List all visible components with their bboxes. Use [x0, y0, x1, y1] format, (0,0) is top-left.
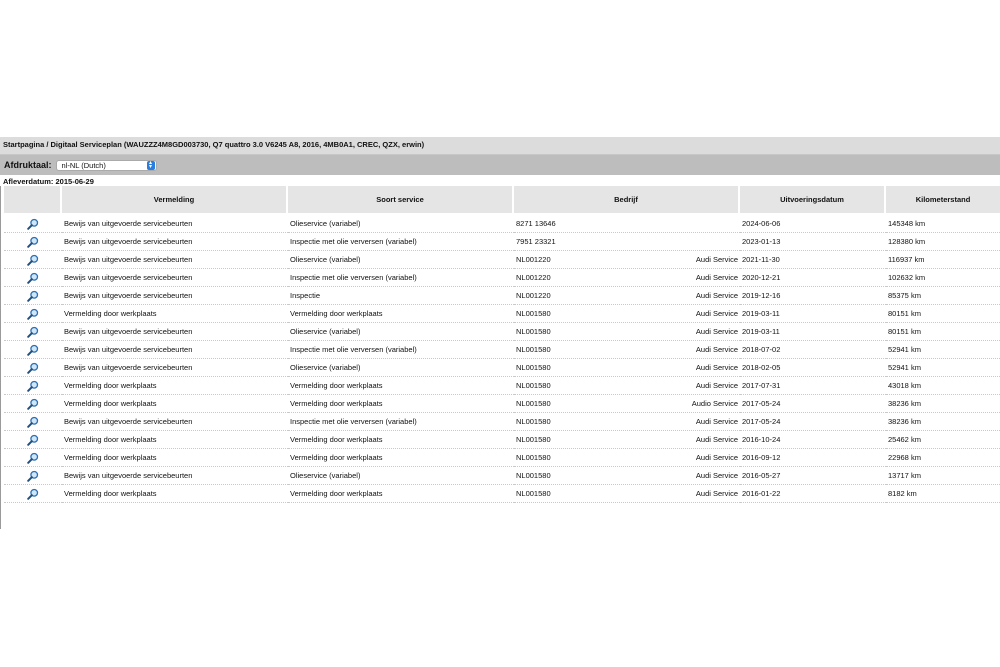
cell-uitvoeringsdatum [740, 431, 886, 449]
service-label: Audi Service [695, 327, 738, 336]
service-label: Audi Service [695, 381, 738, 390]
cell-text-vermelding: Vermelding door werkplaats [64, 489, 157, 498]
view-cell [4, 341, 62, 359]
cell-vermelding [62, 305, 288, 323]
magnifier-icon[interactable] [27, 344, 39, 356]
table-row [4, 287, 1000, 305]
cell-text-vermelding: Bewijs van uitgevoerde servicebeurten [64, 345, 193, 354]
magnifier-icon[interactable] [27, 236, 39, 248]
cell-uitvoeringsdatum [740, 485, 886, 503]
table-row [4, 215, 1000, 233]
cell-vermelding [62, 215, 288, 233]
cell-soort-service [288, 377, 514, 395]
cell-soort-service [288, 449, 514, 467]
cell-text-vermelding: Vermelding door werkplaats [64, 435, 157, 444]
cell-text-bedrijf: NL001580 [516, 471, 551, 480]
cell-soort-service [288, 323, 514, 341]
cell-text-vermelding: Bewijs van uitgevoerde servicebeurten [64, 471, 193, 480]
cell-uitvoeringsdatum [740, 233, 886, 251]
table-row [4, 233, 1000, 251]
cell-kilometerstand [886, 287, 1000, 305]
cell-text-vermelding: Bewijs van uitgevoerde servicebeurten [64, 417, 193, 426]
table-row [4, 323, 1000, 341]
cell-text-datum: 2023-01-13 [742, 237, 781, 246]
view-cell [4, 251, 62, 269]
cell-text-bedrijf: 8271 13646 [516, 219, 556, 228]
magnifier-icon[interactable] [27, 470, 39, 482]
view-cell [4, 377, 62, 395]
cell-bedrijf [514, 485, 740, 503]
cell-text-vermelding: Bewijs van uitgevoerde servicebeurten [64, 237, 193, 246]
cell-text-datum: 2020-12-21 [742, 273, 781, 282]
cell-text-datum: 2019-03-11 [742, 327, 780, 336]
language-select-value: nl-NL (Dutch) [61, 160, 106, 170]
cell-text-km: 8182 km [888, 489, 917, 498]
cell-vermelding [62, 413, 288, 431]
cell-vermelding [62, 359, 288, 377]
cell-text-soort: Vermelding door werkplaats [290, 489, 383, 498]
cell-text-bedrijf: NL001580 [516, 453, 551, 462]
cell-text-bedrijf: NL001580 [516, 327, 551, 336]
table-row [4, 485, 1000, 503]
cell-bedrijf [514, 215, 740, 233]
cell-text-datum: 2018-07-02 [742, 345, 781, 354]
column-header-soort-service[interactable]: Soort service [288, 186, 514, 215]
cell-text-soort: Vermelding door werkplaats [290, 381, 383, 390]
cell-soort-service [288, 269, 514, 287]
magnifier-icon[interactable] [27, 308, 39, 320]
magnifier-icon[interactable] [27, 218, 39, 230]
cell-bedrijf [514, 305, 740, 323]
cell-text-datum: 2016-09-12 [742, 453, 781, 462]
cell-text-km: 102632 km [888, 273, 926, 282]
view-cell [4, 233, 62, 251]
cell-vermelding [62, 467, 288, 485]
table-row [4, 251, 1000, 269]
cell-text-soort: Vermelding door werkplaats [290, 309, 383, 318]
cell-vermelding [62, 287, 288, 305]
service-label: Audi Service [695, 309, 738, 318]
magnifier-icon[interactable] [27, 290, 39, 302]
view-cell [4, 305, 62, 323]
cell-vermelding [62, 431, 288, 449]
service-label: Audi Service [695, 489, 738, 498]
table-header-row [4, 186, 1000, 215]
cell-soort-service [288, 359, 514, 377]
cell-uitvoeringsdatum [740, 467, 886, 485]
print-language-label: Afdruktaal: [4, 160, 52, 170]
cell-text-soort: Olieservice (variabel) [290, 255, 361, 264]
cell-text-soort: Vermelding door werkplaats [290, 399, 383, 408]
magnifier-icon[interactable] [27, 326, 39, 338]
cell-soort-service [288, 467, 514, 485]
cell-text-km: 145348 km [888, 219, 926, 228]
column-header-vermelding[interactable]: Vermelding [62, 186, 288, 215]
cell-text-soort: Inspectie [290, 291, 321, 300]
cell-text-km: 128380 km [888, 237, 926, 246]
print-language-toolbar [0, 155, 1000, 175]
cell-text-vermelding: Bewijs van uitgevoerde servicebeurten [64, 219, 193, 228]
table-row [4, 467, 1000, 485]
cell-soort-service [288, 431, 514, 449]
cell-text-soort: Inspectie met olie verversen (variabel) [290, 273, 417, 282]
cell-kilometerstand [886, 269, 1000, 287]
magnifier-icon[interactable] [27, 398, 39, 410]
cell-kilometerstand [886, 305, 1000, 323]
view-cell [4, 413, 62, 431]
cell-text-datum: 2016-05-27 [742, 471, 781, 480]
cell-text-datum: 2017-07-31 [742, 381, 781, 390]
magnifier-icon[interactable] [27, 416, 39, 428]
cell-text-soort: Inspectie met olie verversen (variabel) [290, 237, 417, 246]
cell-text-soort: Inspectie met olie verversen (variabel) [290, 345, 417, 354]
cell-soort-service [288, 305, 514, 323]
cell-text-bedrijf: NL001580 [516, 417, 551, 426]
service-label: Audio Service [691, 399, 738, 408]
cell-text-vermelding: Bewijs van uitgevoerde servicebeurten [64, 273, 193, 282]
cell-vermelding [62, 323, 288, 341]
cell-uitvoeringsdatum [740, 413, 886, 431]
magnifier-icon[interactable] [27, 488, 39, 500]
view-cell [4, 395, 62, 413]
cell-bedrijf [514, 233, 740, 251]
cell-text-soort: Inspectie met olie verversen (variabel) [290, 417, 417, 426]
column-header-kilometerstand[interactable]: Kilometerstand [886, 186, 1000, 215]
cell-vermelding [62, 251, 288, 269]
column-header-bedrijf[interactable]: Bedrijf [514, 186, 740, 215]
cell-vermelding [62, 269, 288, 287]
cell-text-bedrijf: NL001580 [516, 381, 551, 390]
cell-kilometerstand [886, 485, 1000, 503]
cell-text-bedrijf: 7951 23321 [516, 237, 556, 246]
cell-uitvoeringsdatum [740, 341, 886, 359]
cell-bedrijf [514, 449, 740, 467]
service-label: Audi Service [695, 453, 738, 462]
view-cell [4, 431, 62, 449]
cell-text-bedrijf: NL001220 [516, 291, 551, 300]
cell-text-km: 52941 km [888, 363, 921, 372]
magnifier-icon[interactable] [27, 452, 39, 464]
cell-kilometerstand [886, 395, 1000, 413]
cell-soort-service [288, 215, 514, 233]
service-history-table [4, 186, 1000, 503]
cell-text-datum: 2019-03-11 [742, 309, 780, 318]
cell-text-bedrijf: NL001220 [516, 273, 551, 282]
service-label: Audi Service [695, 417, 738, 426]
cell-bedrijf [514, 377, 740, 395]
cell-text-vermelding: Vermelding door werkplaats [64, 453, 157, 462]
cell-text-vermelding: Bewijs van uitgevoerde servicebeurten [64, 255, 193, 264]
cell-kilometerstand [886, 233, 1000, 251]
cell-kilometerstand [886, 251, 1000, 269]
cell-kilometerstand [886, 323, 1000, 341]
table-row [4, 377, 1000, 395]
column-header-icon [4, 186, 62, 215]
cell-text-km: 13717 km [888, 471, 921, 480]
cell-text-soort: Olieservice (variabel) [290, 363, 361, 372]
cell-text-bedrijf: NL001220 [516, 255, 551, 264]
table-row [4, 305, 1000, 323]
breadcrumb: Startpagina / Digitaal Serviceplan (WAUZZZ4M8GD003730, Q7 quattro 3.0 V6245 A8, 2016, 4MB0A1, CREC, QZX, erwin) [0, 137, 1000, 155]
language-select[interactable] [56, 160, 157, 171]
delivery-date: Afleverdatum: 2015-06-29 [3, 177, 94, 186]
cell-text-bedrijf: NL001580 [516, 309, 551, 318]
cell-uitvoeringsdatum [740, 359, 886, 377]
service-label: Audi Service [695, 291, 738, 300]
view-cell [4, 359, 62, 377]
cell-kilometerstand [886, 377, 1000, 395]
cell-kilometerstand [886, 431, 1000, 449]
view-cell [4, 287, 62, 305]
cell-vermelding [62, 233, 288, 251]
cell-text-km: 38236 km [888, 417, 921, 426]
table-row [4, 395, 1000, 413]
cell-text-vermelding: Vermelding door werkplaats [64, 309, 157, 318]
service-label: Audi Service [695, 363, 738, 372]
magnifier-icon[interactable] [27, 254, 39, 266]
cell-bedrijf [514, 251, 740, 269]
cell-text-datum: 2016-10-24 [742, 435, 781, 444]
cell-uitvoeringsdatum [740, 287, 886, 305]
cell-text-datum: 2018-02-05 [742, 363, 781, 372]
magnifier-icon[interactable] [27, 380, 39, 392]
service-label: Audi Service [695, 273, 738, 282]
cell-bedrijf [514, 287, 740, 305]
cell-text-vermelding: Bewijs van uitgevoerde servicebeurten [64, 327, 193, 336]
cell-text-bedrijf: NL001580 [516, 489, 551, 498]
cell-text-soort: Vermelding door werkplaats [290, 435, 383, 444]
cell-bedrijf [514, 341, 740, 359]
cell-text-km: 43018 km [888, 381, 921, 390]
magnifier-icon[interactable] [27, 272, 39, 284]
cell-text-datum: 2017-05-24 [742, 417, 781, 426]
cell-vermelding [62, 449, 288, 467]
cell-text-soort: Olieservice (variabel) [290, 327, 361, 336]
cell-bedrijf [514, 359, 740, 377]
service-label: Audi Service [695, 345, 738, 354]
cell-vermelding [62, 485, 288, 503]
service-label: Audi Service [695, 435, 738, 444]
cell-vermelding [62, 377, 288, 395]
view-cell [4, 323, 62, 341]
cell-text-km: 85375 km [888, 291, 921, 300]
table-row [4, 413, 1000, 431]
cell-bedrijf [514, 413, 740, 431]
view-cell [4, 485, 62, 503]
cell-soort-service [288, 485, 514, 503]
cell-soort-service [288, 413, 514, 431]
cell-uitvoeringsdatum [740, 395, 886, 413]
cell-soort-service [288, 233, 514, 251]
cell-text-bedrijf: NL001580 [516, 363, 551, 372]
service-label: Audi Service [695, 471, 738, 480]
cell-kilometerstand [886, 467, 1000, 485]
table-row [4, 341, 1000, 359]
cell-kilometerstand [886, 359, 1000, 377]
cell-vermelding [62, 395, 288, 413]
cell-text-vermelding: Vermelding door werkplaats [64, 399, 157, 408]
cell-soort-service [288, 287, 514, 305]
cell-text-km: 52941 km [888, 345, 921, 354]
view-cell [4, 215, 62, 233]
cell-text-km: 22968 km [888, 453, 921, 462]
cell-text-datum: 2019-12-16 [742, 291, 781, 300]
cell-text-soort: Olieservice (variabel) [290, 471, 361, 480]
magnifier-icon[interactable] [27, 434, 39, 446]
cell-text-km: 25462 km [888, 435, 921, 444]
table-row [4, 431, 1000, 449]
cell-text-datum: 2021-11-30 [742, 255, 780, 264]
cell-text-bedrijf: NL001580 [516, 345, 551, 354]
table-row [4, 449, 1000, 467]
cell-uitvoeringsdatum [740, 377, 886, 395]
table-row [4, 359, 1000, 377]
cell-text-km: 80151 km [888, 309, 921, 318]
cell-kilometerstand [886, 449, 1000, 467]
cell-text-soort: Olieservice (variabel) [290, 219, 361, 228]
cell-vermelding [62, 341, 288, 359]
view-cell [4, 269, 62, 287]
cell-soort-service [288, 395, 514, 413]
cell-text-vermelding: Bewijs van uitgevoerde servicebeurten [64, 363, 193, 372]
cell-text-datum: 2017-05-24 [742, 399, 781, 408]
service-table-panel [0, 186, 1000, 529]
cell-text-km: 80151 km [888, 327, 921, 336]
magnifier-icon[interactable] [27, 362, 39, 374]
cell-uitvoeringsdatum [740, 305, 886, 323]
chevron-updown-icon: ▴ ▾ [147, 161, 155, 170]
cell-bedrijf [514, 467, 740, 485]
cell-text-datum: 2024-06-06 [742, 219, 781, 228]
cell-uitvoeringsdatum [740, 323, 886, 341]
service-label: Audi Service [695, 255, 738, 264]
cell-text-vermelding: Vermelding door werkplaats [64, 381, 157, 390]
cell-bedrijf [514, 395, 740, 413]
cell-uitvoeringsdatum [740, 215, 886, 233]
cell-uitvoeringsdatum [740, 269, 886, 287]
view-cell [4, 467, 62, 485]
column-header-uitvoeringsdatum[interactable]: Uitvoeringsdatum [740, 186, 886, 215]
view-cell [4, 449, 62, 467]
cell-soort-service [288, 251, 514, 269]
cell-text-vermelding: Bewijs van uitgevoerde servicebeurten [64, 291, 193, 300]
table-row [4, 269, 1000, 287]
cell-bedrijf [514, 323, 740, 341]
cell-text-km: 116937 km [888, 255, 925, 264]
cell-kilometerstand [886, 215, 1000, 233]
cell-text-km: 38236 km [888, 399, 921, 408]
cell-bedrijf [514, 269, 740, 287]
cell-uitvoeringsdatum [740, 251, 886, 269]
cell-kilometerstand [886, 413, 1000, 431]
cell-text-bedrijf: NL001580 [516, 435, 551, 444]
cell-uitvoeringsdatum [740, 449, 886, 467]
cell-soort-service [288, 341, 514, 359]
cell-kilometerstand [886, 341, 1000, 359]
cell-text-datum: 2016-01-22 [742, 489, 781, 498]
cell-bedrijf [514, 431, 740, 449]
cell-text-bedrijf: NL001580 [516, 399, 551, 408]
cell-text-soort: Vermelding door werkplaats [290, 453, 383, 462]
